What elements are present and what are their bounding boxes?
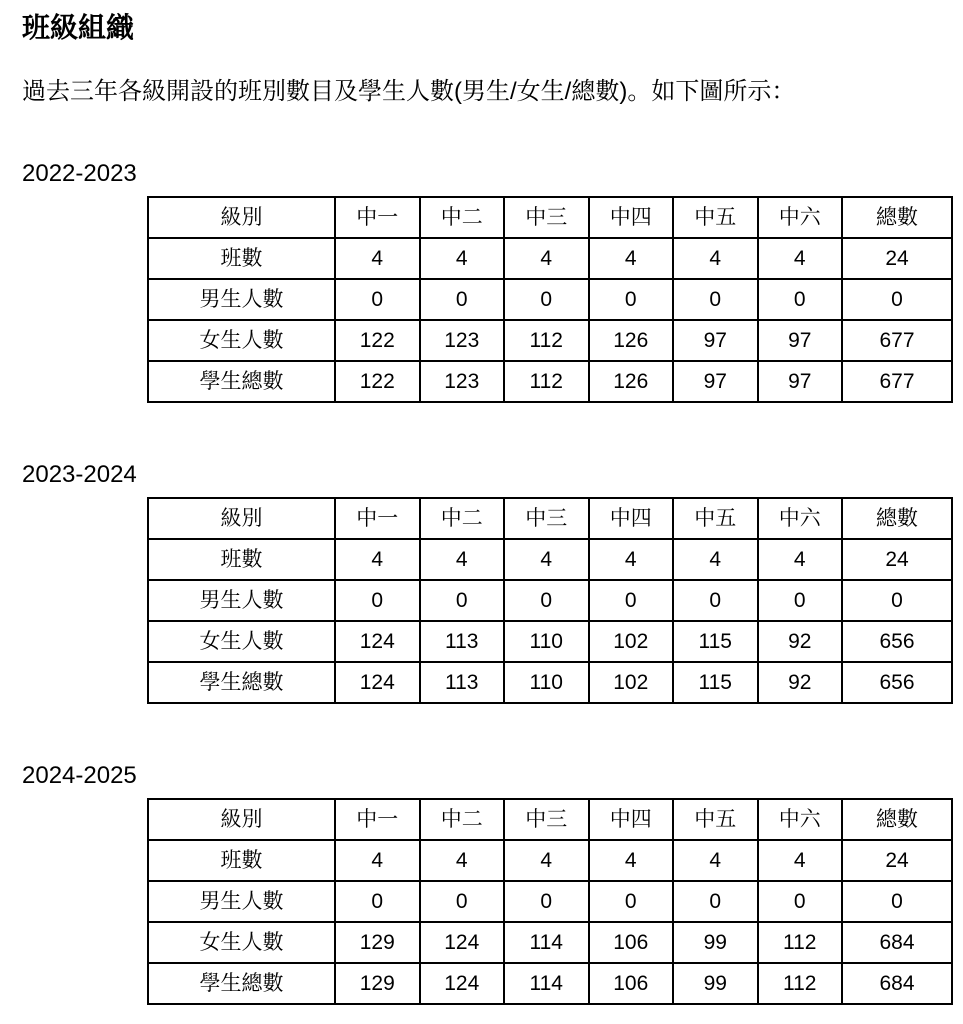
table-cell: 24 bbox=[842, 539, 952, 580]
column-header: 級別 bbox=[148, 498, 335, 539]
table-cell: 4 bbox=[673, 539, 758, 580]
table-cell: 0 bbox=[673, 279, 758, 320]
column-header: 中一 bbox=[335, 799, 420, 840]
column-header: 中三 bbox=[504, 799, 589, 840]
table-cell: 110 bbox=[504, 662, 589, 703]
table-cell: 112 bbox=[504, 320, 589, 361]
table-cell: 114 bbox=[504, 922, 589, 963]
class-table bbox=[147, 798, 953, 1005]
table-cell: 0 bbox=[335, 881, 420, 922]
column-header: 中四 bbox=[589, 799, 674, 840]
table-cell: 4 bbox=[335, 539, 420, 580]
table-cell: 4 bbox=[758, 539, 843, 580]
table-cell: 684 bbox=[842, 963, 952, 1004]
column-header: 中六 bbox=[758, 799, 843, 840]
class-table bbox=[147, 196, 953, 403]
table-cell: 97 bbox=[758, 361, 843, 402]
table-cell: 0 bbox=[420, 279, 505, 320]
table-cell: 122 bbox=[335, 320, 420, 361]
row-label: 女生人數 bbox=[148, 621, 335, 662]
column-header: 總數 bbox=[842, 498, 952, 539]
table-cell: 124 bbox=[335, 662, 420, 703]
table-cell: 123 bbox=[420, 361, 505, 402]
table-cell: 97 bbox=[673, 361, 758, 402]
row-label: 女生人數 bbox=[148, 922, 335, 963]
table-cell: 113 bbox=[420, 621, 505, 662]
year-heading: 2023-2024 bbox=[22, 461, 137, 488]
table-cell: 0 bbox=[673, 580, 758, 621]
table-row bbox=[148, 320, 952, 361]
table-cell: 0 bbox=[335, 580, 420, 621]
table-header-row bbox=[148, 498, 952, 539]
column-header: 中二 bbox=[420, 799, 505, 840]
column-header: 中五 bbox=[673, 498, 758, 539]
table-cell: 102 bbox=[589, 662, 674, 703]
table-header-row bbox=[148, 197, 952, 238]
table-cell: 4 bbox=[504, 539, 589, 580]
row-label: 男生人數 bbox=[148, 881, 335, 922]
table-cell: 4 bbox=[420, 539, 505, 580]
table-row bbox=[148, 662, 952, 703]
table-cell: 4 bbox=[420, 238, 505, 279]
table-cell: 0 bbox=[842, 580, 952, 621]
column-header: 中六 bbox=[758, 498, 843, 539]
table-body bbox=[148, 197, 952, 402]
table-header-row bbox=[148, 799, 952, 840]
table-row bbox=[148, 621, 952, 662]
table-row bbox=[148, 840, 952, 881]
table-cell: 126 bbox=[589, 361, 674, 402]
table-cell: 99 bbox=[673, 963, 758, 1004]
row-label: 班數 bbox=[148, 238, 335, 279]
table-cell: 4 bbox=[673, 238, 758, 279]
table-cell: 123 bbox=[420, 320, 505, 361]
table-cell: 113 bbox=[420, 662, 505, 703]
row-label: 學生總數 bbox=[148, 963, 335, 1004]
row-label: 女生人數 bbox=[148, 320, 335, 361]
table-cell: 97 bbox=[758, 320, 843, 361]
column-header: 中三 bbox=[504, 197, 589, 238]
table-cell: 24 bbox=[842, 238, 952, 279]
table-cell: 4 bbox=[758, 238, 843, 279]
table-cell: 112 bbox=[758, 922, 843, 963]
column-header: 級別 bbox=[148, 197, 335, 238]
table-cell: 0 bbox=[589, 580, 674, 621]
table-cell: 106 bbox=[589, 922, 674, 963]
column-header: 級別 bbox=[148, 799, 335, 840]
row-label: 班數 bbox=[148, 539, 335, 580]
table-cell: 126 bbox=[589, 320, 674, 361]
table-row bbox=[148, 238, 952, 279]
table-cell: 4 bbox=[504, 840, 589, 881]
table-cell: 122 bbox=[335, 361, 420, 402]
column-header: 總數 bbox=[842, 799, 952, 840]
table-cell: 677 bbox=[842, 320, 952, 361]
table-body bbox=[148, 799, 952, 1004]
table-cell: 0 bbox=[420, 881, 505, 922]
table-cell: 0 bbox=[420, 580, 505, 621]
table-body bbox=[148, 498, 952, 703]
table-cell: 129 bbox=[335, 963, 420, 1004]
table-cell: 129 bbox=[335, 922, 420, 963]
table-row bbox=[148, 922, 952, 963]
table-cell: 92 bbox=[758, 621, 843, 662]
row-label: 男生人數 bbox=[148, 580, 335, 621]
table-cell: 0 bbox=[842, 279, 952, 320]
row-label: 班數 bbox=[148, 840, 335, 881]
table-cell: 4 bbox=[589, 238, 674, 279]
table-cell: 0 bbox=[758, 279, 843, 320]
table-cell: 677 bbox=[842, 361, 952, 402]
table-cell: 106 bbox=[589, 963, 674, 1004]
table-cell: 97 bbox=[673, 320, 758, 361]
column-header: 中二 bbox=[420, 498, 505, 539]
column-header: 中三 bbox=[504, 498, 589, 539]
intro-text: 過去三年各級開設的班別數目及學生人數(男生/女生/總數)。如下圖所示： bbox=[22, 78, 796, 105]
table-cell: 4 bbox=[504, 238, 589, 279]
table-cell: 0 bbox=[758, 881, 843, 922]
table-cell: 0 bbox=[335, 279, 420, 320]
table-row bbox=[148, 361, 952, 402]
class-table bbox=[147, 497, 953, 704]
table-cell: 112 bbox=[758, 963, 843, 1004]
table-cell: 0 bbox=[504, 580, 589, 621]
table-cell: 24 bbox=[842, 840, 952, 881]
table-cell: 4 bbox=[335, 238, 420, 279]
table-cell: 656 bbox=[842, 662, 952, 703]
column-header: 中一 bbox=[335, 197, 420, 238]
table-cell: 4 bbox=[673, 840, 758, 881]
table-cell: 4 bbox=[758, 840, 843, 881]
table-row bbox=[148, 881, 952, 922]
table-cell: 114 bbox=[504, 963, 589, 1004]
table-cell: 684 bbox=[842, 922, 952, 963]
table-cell: 102 bbox=[589, 621, 674, 662]
table-cell: 4 bbox=[589, 539, 674, 580]
table-row bbox=[148, 580, 952, 621]
table-cell: 112 bbox=[504, 361, 589, 402]
row-label: 學生總數 bbox=[148, 361, 335, 402]
table-cell: 115 bbox=[673, 662, 758, 703]
column-header: 中五 bbox=[673, 197, 758, 238]
page-title: 班級組織 bbox=[22, 12, 135, 43]
table-cell: 0 bbox=[842, 881, 952, 922]
table-cell: 115 bbox=[673, 621, 758, 662]
table-cell: 0 bbox=[504, 881, 589, 922]
table-cell: 4 bbox=[335, 840, 420, 881]
table-row bbox=[148, 963, 952, 1004]
table-cell: 4 bbox=[420, 840, 505, 881]
year-heading: 2022-2023 bbox=[22, 160, 137, 187]
table-cell: 99 bbox=[673, 922, 758, 963]
table-cell: 124 bbox=[420, 922, 505, 963]
table-row bbox=[148, 539, 952, 580]
column-header: 中五 bbox=[673, 799, 758, 840]
table-cell: 4 bbox=[589, 840, 674, 881]
table-cell: 0 bbox=[758, 580, 843, 621]
column-header: 總數 bbox=[842, 197, 952, 238]
table-cell: 656 bbox=[842, 621, 952, 662]
table-cell: 0 bbox=[589, 881, 674, 922]
table-cell: 124 bbox=[335, 621, 420, 662]
table-cell: 124 bbox=[420, 963, 505, 1004]
table-cell: 92 bbox=[758, 662, 843, 703]
row-label: 學生總數 bbox=[148, 662, 335, 703]
table-row bbox=[148, 279, 952, 320]
table-cell: 110 bbox=[504, 621, 589, 662]
table-cell: 0 bbox=[589, 279, 674, 320]
row-label: 男生人數 bbox=[148, 279, 335, 320]
column-header: 中四 bbox=[589, 498, 674, 539]
column-header: 中一 bbox=[335, 498, 420, 539]
year-heading: 2024-2025 bbox=[22, 762, 137, 789]
column-header: 中二 bbox=[420, 197, 505, 238]
table-cell: 0 bbox=[504, 279, 589, 320]
column-header: 中四 bbox=[589, 197, 674, 238]
column-header: 中六 bbox=[758, 197, 843, 238]
table-cell: 0 bbox=[673, 881, 758, 922]
